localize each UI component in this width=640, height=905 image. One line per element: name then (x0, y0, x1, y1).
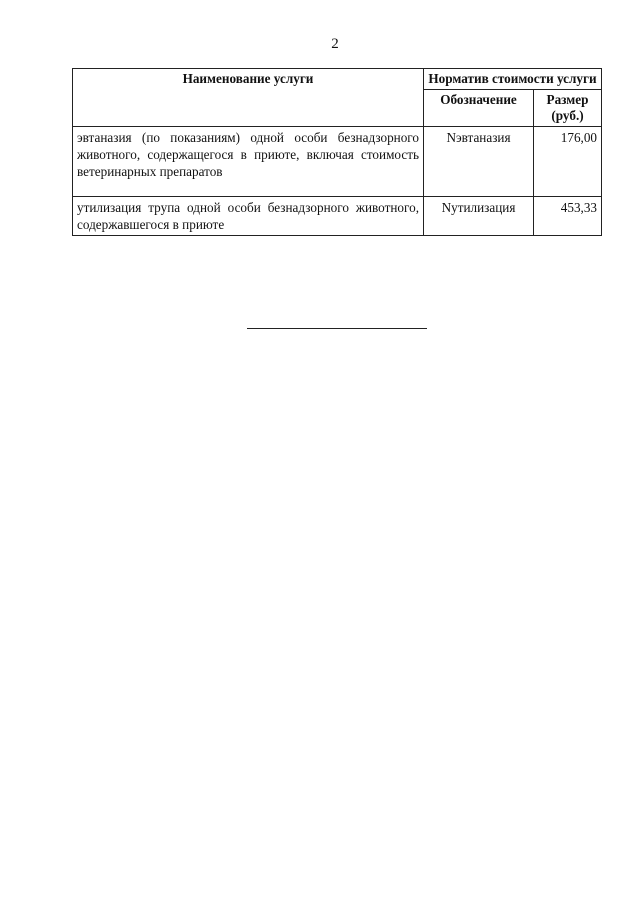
services-cost-table (72, 68, 602, 236)
page-number: 2 (331, 36, 339, 52)
service-price-cell: 176,00 (534, 127, 602, 197)
service-code-cell: Nутилизация (424, 197, 534, 236)
service-name-cell: утилизация трупа одной особи безнадзорного животного, содержавшегося в приюте (73, 197, 424, 236)
header-cost-norm: Норматив стоимости услуги (424, 69, 602, 90)
closing-line-divider (247, 328, 427, 329)
service-code-cell: Nэвтаназия (424, 127, 534, 197)
table-row (73, 197, 602, 236)
header-service-name: Наименование услуги (73, 69, 424, 127)
service-name-cell: эвтаназия (по показаниям) одной особи безнадзорного животного, содержащегося в приюте, включая стоимость ветеринарных препаратов (73, 127, 424, 197)
service-price-cell: 453,33 (534, 197, 602, 236)
table-header-row (73, 69, 602, 90)
header-designation: Обозначение (424, 90, 534, 127)
table-row (73, 127, 602, 197)
header-size: Размер (руб.) (534, 90, 602, 127)
